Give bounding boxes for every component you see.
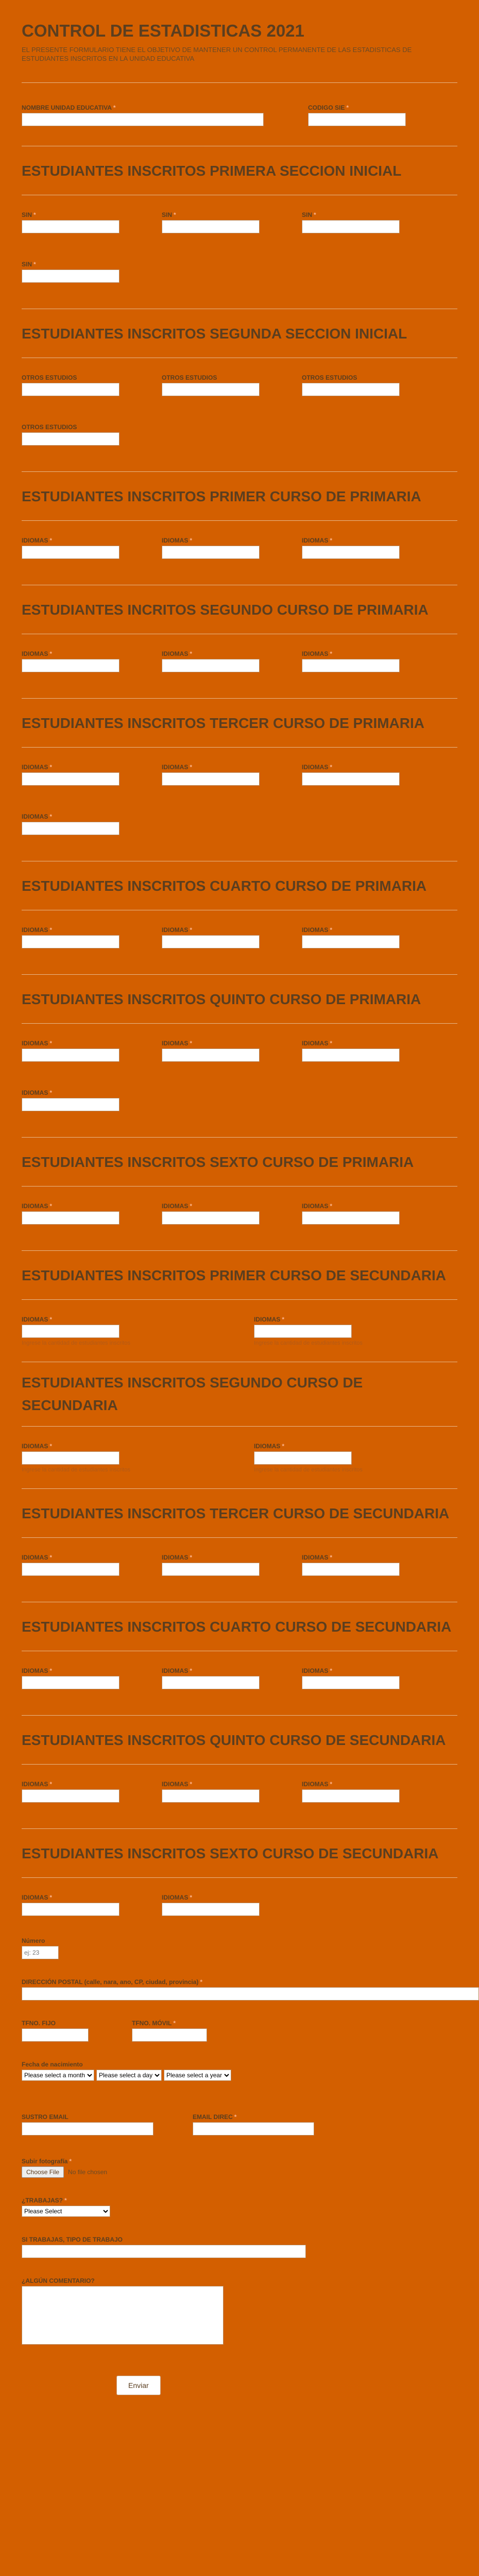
section-title: ESTUDIANTES INSCRITOS SEXTO CURSO DE PRIMARIA [22, 1154, 414, 1170]
idiomas-input[interactable] [162, 935, 260, 948]
idiomas-label: IDIOMAS [302, 1040, 329, 1047]
day-select[interactable] [96, 2070, 162, 2081]
sin-input-4[interactable] [22, 269, 119, 283]
idiomas-input[interactable] [22, 822, 119, 835]
unit-input[interactable] [22, 113, 264, 126]
idiomas-label: IDIOMAS [302, 1202, 329, 1210]
idiomas-input[interactable] [162, 1903, 260, 1916]
address-label: DIRECCIÓN POSTAL (calle, nara, ano, CP, ciudad, provincia) [22, 1978, 199, 1986]
idiomas-input[interactable] [22, 1451, 119, 1465]
idiomas-label: IDIOMAS [162, 1202, 189, 1210]
field-hint: Ingrese la cantidad de estudiantes inscritos [22, 1340, 130, 1346]
idiomas-input[interactable] [162, 1676, 260, 1689]
section-title: ESTUDIANTES INSCRITOS TERCER CURSO DE SECUNDARIA [22, 1505, 450, 1521]
email-label: SUSTRO EMAIL [22, 2113, 69, 2121]
field-label: SIN [302, 211, 313, 218]
idiomas-label: IDIOMAS [162, 537, 189, 544]
idiomas-label: IDIOMAS [302, 764, 329, 771]
idiomas-label: IDIOMAS [302, 650, 329, 657]
section-s3: ESTUDIANTES INSCRITOS TERCER CURSO DE SECUNDARIA IDIOMAS * IDIOMAS * IDIOMAS * [22, 1489, 457, 1602]
idiomas-input[interactable] [302, 1211, 400, 1225]
field-label: OTROS ESTUDIOS [302, 374, 357, 381]
section-p1: ESTUDIANTES INSCRITOS PRIMER CURSO DE PRIMARIA IDIOMAS * IDIOMAS * IDIOMAS * [22, 472, 457, 585]
idiomas-label: IDIOMAS [22, 1667, 48, 1674]
idiomas-input[interactable] [22, 546, 119, 559]
field-hint: Ingrese la cantidad de estudiantes inscritos [253, 1467, 363, 1473]
phone-fijo-input[interactable] [22, 2028, 89, 2042]
idiomas-input[interactable] [302, 935, 400, 948]
email-input[interactable] [22, 2122, 153, 2136]
choose-file-button[interactable]: Choose File [22, 2166, 64, 2178]
field-hint: Ingrese la cantidad de estudiantes inscritos [22, 1467, 130, 1473]
idiomas-label: IDIOMAS [162, 926, 189, 934]
idiomas-input[interactable] [162, 546, 260, 559]
idiomas-label: IDIOMAS [22, 650, 48, 657]
idiomas-label: IDIOMAS [162, 764, 189, 771]
idiomas-label: IDIOMAS [22, 1089, 48, 1096]
section-segunda [22, 309, 457, 472]
section-title: ESTUDIANTES INSCRITOS QUINTO CURSO DE PRIMARIA [22, 991, 421, 1007]
idiomas-input[interactable] [162, 1048, 260, 1062]
section-title: ESTUDIANTES INCRITOS SEGUNDO CURSO DE PRIMARIA [22, 602, 429, 618]
section-title: ESTUDIANTES INSCRITOS PRIMER CURSO DE SECUNDARIA [22, 1267, 447, 1283]
idiomas-input[interactable] [162, 772, 260, 786]
section-title: ESTUDIANTES INSCRITOS TERCER CURSO DE PRIMARIA [22, 715, 424, 731]
field-label: SIN [22, 261, 32, 268]
idiomas-label: IDIOMAS [162, 650, 189, 657]
idiomas-input[interactable] [302, 772, 400, 786]
field-label: SIN [22, 211, 32, 218]
code-label: CODIGO SIE [308, 104, 345, 111]
top-fields-row: NOMBRE UNIDAD EDUCATIVA * CODIGO SIE * [22, 103, 457, 126]
sin-input-3[interactable] [302, 220, 400, 233]
idiomas-label: IDIOMAS [162, 1894, 189, 1901]
idiomas-input[interactable] [22, 1903, 119, 1916]
field-label: OTROS ESTUDIOS [162, 374, 217, 381]
idiomas-label: IDIOMAS [22, 1894, 48, 1901]
page-subtitle: EL PRESENTE FORMULARIO TIENE EL OBJETIVO DE MANTENER UN CONTROL PERMANENTE DE LAS ESTADISTICAS DE ESTUDIANTES INSCRITOS EN LA UNIDAD EDUCATIVA [22, 46, 412, 62]
idiomas-label: IDIOMAS [302, 926, 329, 934]
idiomas-label: IDIOMAS [162, 1667, 189, 1674]
section-p4: ESTUDIANTES INSCRITOS CUARTO CURSO DE PRIMARIA IDIOMAS * IDIOMAS * IDIOMAS * [22, 861, 457, 975]
email-dir-label: EMAIL DIREC [193, 2113, 233, 2121]
otros-input-4[interactable] [22, 432, 119, 446]
idiomas-input[interactable] [22, 1048, 119, 1062]
idiomas-input[interactable] [22, 1789, 119, 1803]
idiomas-input[interactable] [302, 1048, 400, 1062]
idiomas-label: IDIOMAS [22, 1781, 48, 1788]
otros-input-1[interactable] [22, 383, 119, 396]
idiomas-label: IDIOMAS [22, 813, 48, 820]
trabajas-label: ¿TRABAJAS? [22, 2197, 63, 2204]
section-s4: ESTUDIANTES INSCRITOS CUARTO CURSO DE SECUNDARIA IDIOMAS * IDIOMAS * IDIOMAS * [22, 1602, 457, 1716]
section-p6: ESTUDIANTES INSCRITOS SEXTO CURSO DE PRIMARIA IDIOMAS * IDIOMAS * IDIOMAS * [22, 1138, 457, 1251]
comment-label: ¿ALGÚN COMENTARIO? [22, 2277, 95, 2284]
comment-textarea[interactable] [22, 2286, 224, 2345]
idiomas-label: IDIOMAS [162, 1040, 189, 1047]
field-label: OTROS ESTUDIOS [22, 423, 77, 431]
idiomas-input[interactable] [302, 1563, 400, 1576]
submit-button[interactable]: Enviar [116, 2376, 161, 2395]
idiomas-label: IDIOMAS [162, 1781, 189, 1788]
idiomas-label: IDIOMAS [22, 1202, 48, 1210]
phone-movil-input[interactable] [132, 2028, 207, 2042]
idiomas-input[interactable] [302, 546, 400, 559]
section-title: ESTUDIANTES INSCRITOS PRIMERA SECCION INICIAL [22, 163, 402, 179]
idiomas-label: IDIOMAS [22, 926, 48, 934]
address-input[interactable] [22, 1987, 479, 2001]
sin-input-2[interactable] [162, 220, 260, 233]
idiomas-label: IDIOMAS [302, 1667, 329, 1674]
field-label: SIN [162, 211, 173, 218]
section-title: ESTUDIANTES INSCRITOS SEGUNDA SECCION INICIAL [22, 326, 407, 342]
section-s2: ESTUDIANTES INSCRITOS SEGUNDO CURSO DE SECUNDARIA IDIOMAS * Ingrese la cantidad de estudiantes inscritos IDIOMAS * Ingrese la cantidad de estudiantes inscritos [22, 1362, 457, 1489]
field-hint: Ingrese la cantidad de estudiantes inscritos [253, 1340, 363, 1346]
month-select[interactable] [22, 2070, 94, 2081]
date-label: Fecha de nacimiento [22, 2061, 83, 2068]
section-title: ESTUDIANTES INSCRITOS CUARTO CURSO DE SECUNDARIA [22, 1619, 452, 1635]
idiomas-label: IDIOMAS [22, 537, 48, 544]
year-select[interactable] [164, 2070, 231, 2081]
idiomas-input[interactable] [162, 1789, 260, 1803]
phone-movil-label: TFNO. MÓVIL [132, 2020, 172, 2027]
idiomas-label: IDIOMAS [302, 537, 329, 544]
upload-label: Subir fotografía [22, 2158, 68, 2165]
section-inicial: ESTUDIANTES INSCRITOS PRIMERA SECCION INICIAL SIN * SIN * SIN * SIN * [22, 146, 457, 309]
idiomas-label: IDIOMAS [253, 1443, 281, 1450]
idiomas-input[interactable] [162, 1563, 260, 1576]
otros-input-3[interactable] [302, 383, 400, 396]
idiomas-input[interactable] [22, 1325, 119, 1338]
idiomas-label: IDIOMAS [22, 1443, 48, 1450]
section-s5: ESTUDIANTES INSCRITOS QUINTO CURSO DE SECUNDARIA IDIOMAS * IDIOMAS * IDIOMAS * [22, 1716, 457, 1829]
no-file-text: No file chosen [68, 2168, 108, 2176]
idiomas-input[interactable] [302, 1676, 400, 1689]
idiomas-label: IDIOMAS [22, 1554, 48, 1561]
idiomas-input[interactable] [22, 1563, 119, 1576]
sin-input-1[interactable] [22, 220, 119, 233]
work-type-input[interactable] [22, 2245, 306, 2258]
trabajas-select[interactable] [22, 2206, 110, 2217]
idiomas-input[interactable] [254, 1451, 352, 1465]
email-dir-input[interactable] [193, 2122, 314, 2136]
field-label: OTROS ESTUDIOS [22, 374, 77, 381]
section-s1: ESTUDIANTES INSCRITOS PRIMER CURSO DE SECUNDARIA IDIOMAS * Ingrese la cantidad de estudiantes inscritos IDIOMAS * Ingrese la cantidad de estudiantes inscritos [22, 1251, 457, 1362]
idiomas-input[interactable] [162, 1211, 260, 1225]
idiomas-input[interactable] [22, 1211, 119, 1225]
phone-fijo-label: TFNO. FIJO [22, 2020, 56, 2027]
section-title: ESTUDIANTES INSCRITOS PRIMER CURSO DE PRIMARIA [22, 488, 421, 504]
idiomas-input[interactable] [22, 1676, 119, 1689]
otros-input-2[interactable] [162, 383, 260, 396]
section-p5: ESTUDIANTES INSCRITOS QUINTO CURSO DE PRIMARIA IDIOMAS * IDIOMAS * IDIOMAS * IDIOMAS * [22, 975, 457, 1138]
idiomas-label: IDIOMAS [162, 1554, 189, 1561]
unit-label: NOMBRE UNIDAD EDUCATIVA [22, 104, 112, 111]
idiomas-input[interactable] [254, 1325, 352, 1338]
section-title: ESTUDIANTES INSCRITOS SEXTO CURSO DE SECUNDARIA [22, 1845, 439, 1861]
idiomas-label: IDIOMAS [22, 764, 48, 771]
idiomas-input[interactable] [22, 1098, 119, 1111]
idiomas-input[interactable] [22, 659, 119, 672]
idiomas-label: IDIOMAS [302, 1554, 329, 1561]
idiomas-input[interactable] [302, 659, 400, 672]
section-p3: ESTUDIANTES INSCRITOS TERCER CURSO DE PRIMARIA IDIOMAS * IDIOMAS * IDIOMAS * IDIOMAS * [22, 699, 457, 861]
idiomas-label: IDIOMAS [22, 1316, 48, 1323]
section-title: ESTUDIANTES INSCRITOS QUINTO CURSO DE SECUNDARIA [22, 1732, 446, 1748]
idiomas-label: IDIOMAS [253, 1316, 281, 1323]
page-title: CONTROL DE ESTADISTICAS 2021 [22, 21, 304, 40]
idiomas-input[interactable] [302, 1789, 400, 1803]
section-title: ESTUDIANTES INSCRITOS SEGUNDO CURSO DE SECUNDARIA [22, 1375, 363, 1413]
number-input[interactable]: ej: 23 [22, 1946, 59, 1959]
work-type-label: SI TRABAJAS, TIPO DE TRABAJO [22, 2236, 123, 2243]
idiomas-input[interactable] [22, 772, 119, 786]
idiomas-label: IDIOMAS [302, 1781, 329, 1788]
code-input[interactable] [308, 113, 406, 126]
idiomas-input[interactable] [22, 935, 119, 948]
section-p2: ESTUDIANTES INCRITOS SEGUNDO CURSO DE PRIMARIA IDIOMAS * IDIOMAS * IDIOMAS * [22, 585, 457, 699]
section-title: ESTUDIANTES INSCRITOS CUARTO CURSO DE PRIMARIA [22, 878, 427, 894]
number-label: Número [22, 1937, 45, 1944]
idiomas-label: IDIOMAS [22, 1040, 48, 1047]
section-s6: ESTUDIANTES INSCRITOS SEXTO CURSO DE SECUNDARIA IDIOMAS * IDIOMAS * [22, 1829, 457, 1916]
idiomas-input[interactable] [162, 659, 260, 672]
